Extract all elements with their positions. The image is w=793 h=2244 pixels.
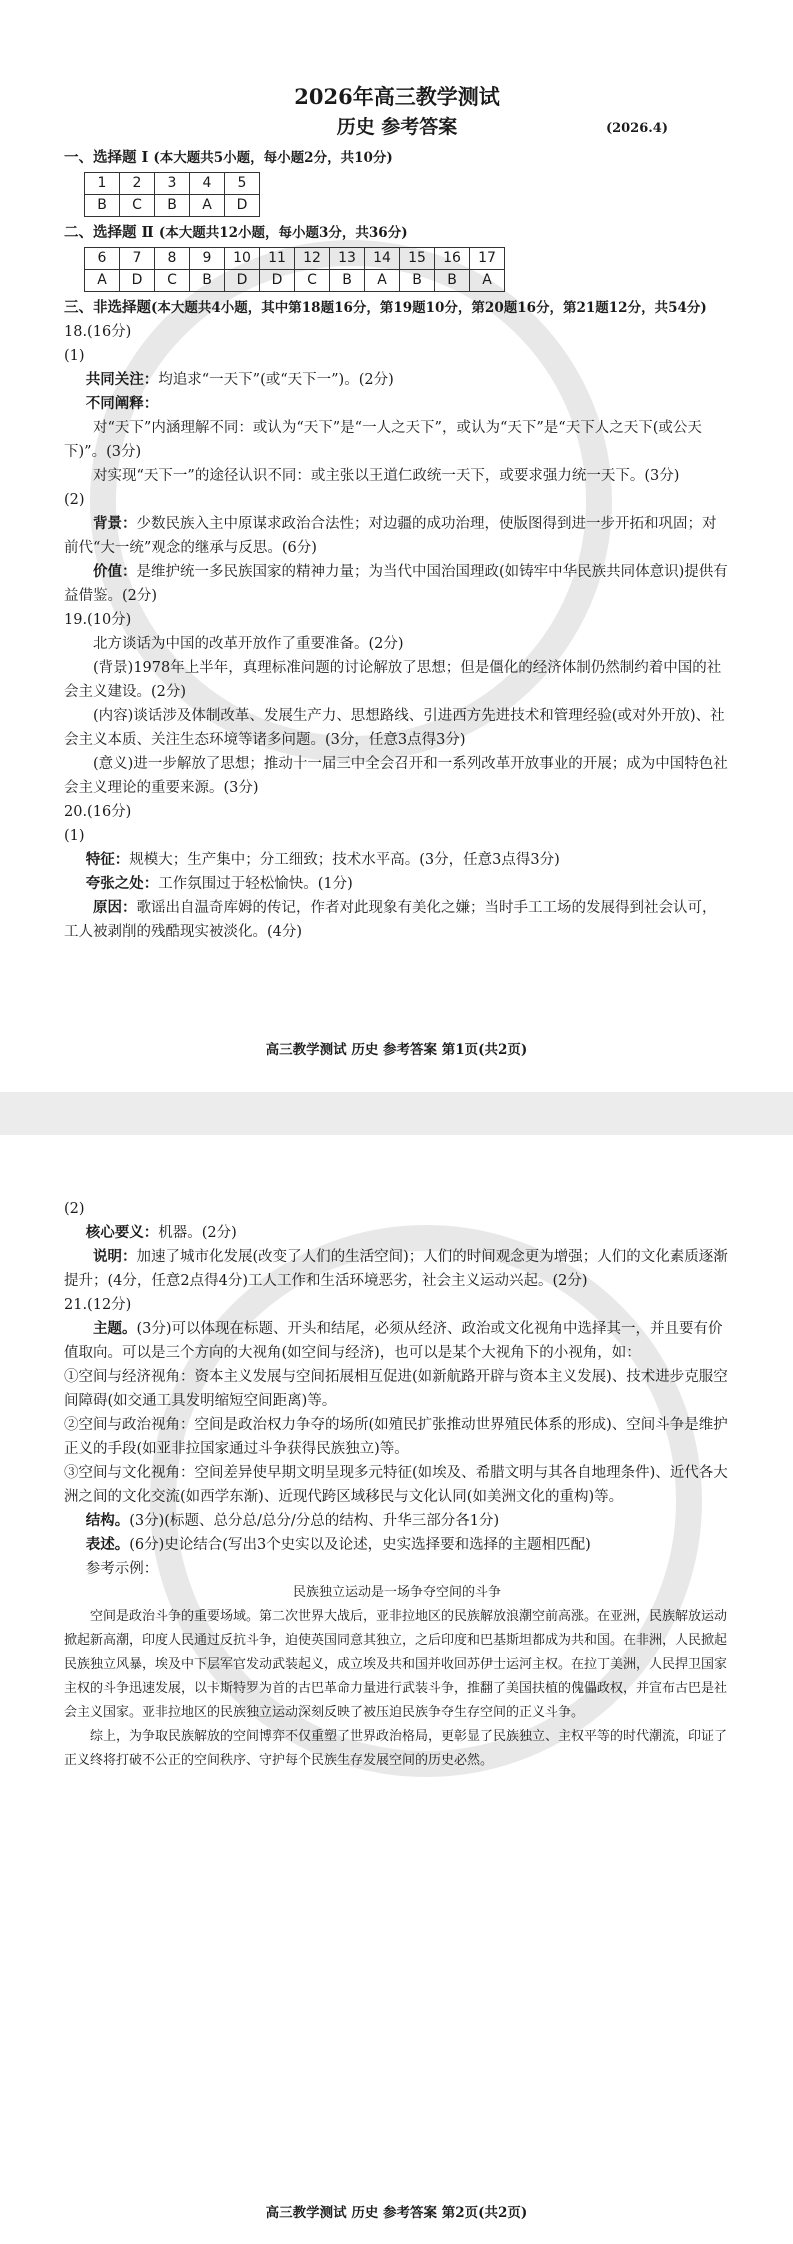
q21-expression xyxy=(64,1533,730,1557)
section1-note: (本大题共5小题，每小题2分，共10分) xyxy=(153,150,393,166)
bg-label: 背景： xyxy=(93,515,137,532)
table-row-numbers xyxy=(85,248,505,270)
page1-content xyxy=(64,82,730,944)
express-label: 表述。 xyxy=(85,1536,130,1553)
question-number-cell: 14 xyxy=(365,248,400,270)
feat-text: 规模大；生产集中；分工细致；技术水平高。(3分，任意3点得3分) xyxy=(129,852,560,868)
question-number-cell: 7 xyxy=(120,248,155,270)
question-number-cell: 4 xyxy=(190,173,225,195)
answer-cell: D xyxy=(225,195,260,217)
question-number-cell: 15 xyxy=(400,248,435,270)
q19-line3: (内容)谈话涉及体制改革、发展生产力、思想路线、引进西方先进技术和管理经验(或对外开放)、社会主义本质、关注生态环境等诸多问题。(3分，任意3点得3分) xyxy=(64,708,725,748)
question-number-cell: 10 xyxy=(225,248,260,270)
answer-cell: C xyxy=(155,270,190,292)
page-footer: 高三教学测试 历史 参考答案 第2页(共2页) xyxy=(265,2205,528,2221)
example-label: 参考示例： xyxy=(85,1561,159,1577)
question-number-cell: 12 xyxy=(295,248,330,270)
answer-page-1 xyxy=(0,0,793,1092)
answer-cell: B xyxy=(155,195,190,217)
q19-head: 19.(10分) xyxy=(64,612,132,628)
question-number-cell: 8 xyxy=(155,248,190,270)
example-paragraph-1: 空间是政治斗争的重要场域。第二次世界大战后，亚非拉地区的民族解放浪潮空前高涨。在亚洲，民族解放运动掀起新高潮，印度人民通过反抗斗争，迫使英国同意其独立，之后印度和巴基斯坦都成为共和国。在非洲，人民掀起民族独立风暴，埃及中下层军官发动武装起义，成立埃及共和国并收回苏伊士运河主权。在拉丁美洲，人民捍卫国家主权的斗争迅速发展，以卡斯特罗为首的古巴革命力量进行武装斗争，推翻了美国扶植的傀儡政权，并宣布古巴是社会主义国家。亚非拉地区的民族独立运动深刻反映了被压迫民族争夺生存空间的正义斗争。 xyxy=(64,1609,728,1720)
q19-line1: 北方谈话为中国的改革开放作了重要准备。(2分) xyxy=(93,636,404,652)
bg-text: 少数民族入主中原谋求政治合法性；对边疆的成功治理，使版图得到进一步开拓和巩固；对前代“大一统”观念的继承与反思。(6分) xyxy=(64,516,717,556)
table-row-answers xyxy=(85,195,260,217)
theme-label: 主题。 xyxy=(93,1320,137,1337)
struct-text: (3分)(标题、总分总/总分/分总的结构、升华三部分各1分) xyxy=(129,1513,500,1529)
page-footer: 高三教学测试 历史 参考答案 第1页(共2页) xyxy=(265,1042,528,1058)
answer-table-1 xyxy=(84,172,260,217)
q21-head: 21.(12分) xyxy=(64,1297,132,1313)
q20-core xyxy=(64,1221,730,1245)
question-number-cell: 17 xyxy=(470,248,505,270)
subject-label: 历史 参考答案 xyxy=(336,116,458,138)
express-text: (6分)史论结合(写出3个史实以及论述，史实选择要和选择的主题相匹配) xyxy=(129,1537,591,1553)
q20-features xyxy=(64,848,730,872)
example-title: 民族独立运动是一场争夺空间的斗争 xyxy=(292,1585,501,1600)
exag-text: 工作氛围过于轻松愉快。(1分) xyxy=(158,876,353,892)
q18-part2: (2) xyxy=(64,492,85,508)
section2-heading xyxy=(64,221,730,245)
q21-structure xyxy=(64,1509,730,1533)
section1-title: 一、选择题 Ⅰ xyxy=(64,149,149,166)
page2-content xyxy=(64,1197,730,1773)
q19-line2: (背景)1978年上半年，真理标准问题的讨论解放了思想；但是僵化的经济体制仍然制约着中国的社会主义建设。(2分) xyxy=(64,660,722,700)
question-number-cell: 6 xyxy=(85,248,120,270)
q18-common xyxy=(64,368,730,392)
section2-title: 二、选择题 Ⅱ xyxy=(64,224,154,241)
struct-label: 结构。 xyxy=(85,1512,130,1529)
reason-text: 歌谣出自温奇库姆的传记，作者对此现象有美化之嫌；当时手工工场的发展得到社会认可，工人被剥削的残酷现实被淡化。(4分) xyxy=(64,900,717,940)
question-number-cell: 16 xyxy=(435,248,470,270)
answer-cell: C xyxy=(120,195,155,217)
q20-exaggeration xyxy=(64,872,730,896)
theme-text: (3分)可以体现在标题、开头和结尾，必须从经济、政治或文化视角中选择其一，并且要有价值取向。可以是三个方向的大视角(如空间与经济)，也可以是某个大视角下的小视角，如： xyxy=(64,1321,723,1361)
q21-item2: ②空间与政治视角：空间是政治权力争夺的场所(如殖民扩张推动世界殖民体系的形成)、空间斗争是维护正义的手段(如亚非拉国家通过斗争获得民族独立)等。 xyxy=(64,1417,728,1457)
q18-value xyxy=(64,560,730,608)
answer-cell: B xyxy=(400,270,435,292)
explain-label: 说明： xyxy=(93,1248,137,1265)
exag-label: 夸张之处： xyxy=(85,875,159,892)
q20-part2: (2) xyxy=(64,1201,85,1217)
explain-text: 加速了城市化发展(改变了人们的生活空间)；人们的时间观念更为增强；人们的文化素质逐渐提升；(4分，任意2点得4分)工人工作和生活环境恶劣，社会主义运动兴起。(2分) xyxy=(64,1249,728,1289)
q20-part1: (1) xyxy=(64,828,85,844)
q21-item3: ③空间与文化视角：空间差异使早期文明呈现多元特征(如埃及、希腊文明与其各自地理条件)、近代各大洲之间的文化交流(如西学东渐)、近现代跨区域移民与文化认同(如美洲文化的重构)等。 xyxy=(64,1465,728,1505)
page-gap xyxy=(0,1092,793,1135)
core-label: 核心要义： xyxy=(85,1224,159,1241)
example-paragraph-2: 综上，为争取民族解放的空间博弈不仅重塑了世界政治格局，更彰显了民族独立、主权平等的时代潮流，印证了正义终将打破不公正的空间秩序、守护每个民族生存发展空间的历史必然。 xyxy=(64,1729,728,1768)
feat-label: 特征： xyxy=(85,851,130,868)
q20-head: 20.(16分) xyxy=(64,804,132,820)
q18-part1: (1) xyxy=(64,348,85,364)
q20-reason xyxy=(64,896,730,944)
common-label: 共同关注： xyxy=(85,371,159,388)
answer-cell: D xyxy=(260,270,295,292)
value-label: 价值： xyxy=(93,563,137,580)
answer-cell: C xyxy=(295,270,330,292)
answer-cell: B xyxy=(435,270,470,292)
q18-head: 18.(16分) xyxy=(64,324,132,340)
example-essay xyxy=(64,1581,730,1773)
test-date: (2026.4) xyxy=(605,121,668,136)
question-number-cell: 2 xyxy=(120,173,155,195)
section3-note: (本大题共4小题，其中第18题16分，第19题10分，第20题16分，第21题12分，共54分) xyxy=(151,300,707,316)
table-row-numbers xyxy=(85,173,260,195)
value-text: 是维护统一多民族国家的精神力量；为当代中国治国理政(如铸牢中华民族共同体意识)提供有益借鉴。(2分) xyxy=(64,564,728,604)
answer-cell: B xyxy=(330,270,365,292)
core-text: 机器。(2分) xyxy=(158,1225,237,1241)
answer-cell: D xyxy=(120,270,155,292)
page-subtitle xyxy=(64,112,730,142)
page-title: 2026年高三教学测试 xyxy=(294,84,500,109)
question-number-cell: 13 xyxy=(330,248,365,270)
answer-cell: B xyxy=(85,195,120,217)
answer-cell: A xyxy=(85,270,120,292)
common-text: 均追求“一天下”(或“天下一”)。(2分) xyxy=(158,372,394,388)
answer-cell: A xyxy=(365,270,400,292)
answer-cell: B xyxy=(190,270,225,292)
table-row-answers xyxy=(85,270,505,292)
q18-diff1: 对“天下”内涵理解不同：或认为“天下”是“一人之天下”，或认为“天下”是“天下人之天下(或公天下)”。(3分) xyxy=(64,420,702,460)
section1-heading xyxy=(64,146,730,170)
q21-item1: ①空间与经济视角：资本主义发展与空间拓展相互促进(如新航路开辟与资本主义发展)、技术进步克服空间障碍(如交通工具发明缩短空间距离)等。 xyxy=(64,1369,728,1409)
q19-line4: (意义)进一步解放了思想；推动十一届三中全会召开和一系列改革开放事业的开展；成为中国特色社会主义理论的重要来源。(3分) xyxy=(64,756,728,796)
question-number-cell: 3 xyxy=(155,173,190,195)
question-number-cell: 1 xyxy=(85,173,120,195)
section2-note: (本大题共12小题，每小题3分，共36分) xyxy=(158,225,408,241)
q20-explain xyxy=(64,1245,730,1293)
section3-heading xyxy=(64,296,730,320)
question-number-cell: 5 xyxy=(225,173,260,195)
answer-cell: A xyxy=(470,270,505,292)
q21-theme xyxy=(64,1317,730,1365)
answer-cell: D xyxy=(225,270,260,292)
section3-title: 三、非选择题 xyxy=(64,299,151,316)
reason-label: 原因： xyxy=(93,899,137,916)
question-number-cell: 9 xyxy=(190,248,225,270)
answer-cell: A xyxy=(190,195,225,217)
question-number-cell: 11 xyxy=(260,248,295,270)
q18-diff2: 对实现“天下一”的途径认识不同：或主张以王道仁政统一天下，或要求强力统一天下。(3分) xyxy=(93,468,680,484)
answer-page-2 xyxy=(0,1135,793,2244)
q18-background xyxy=(64,512,730,560)
answer-table-2 xyxy=(84,247,505,292)
q18-diff-label: 不同阐释： xyxy=(85,395,159,412)
